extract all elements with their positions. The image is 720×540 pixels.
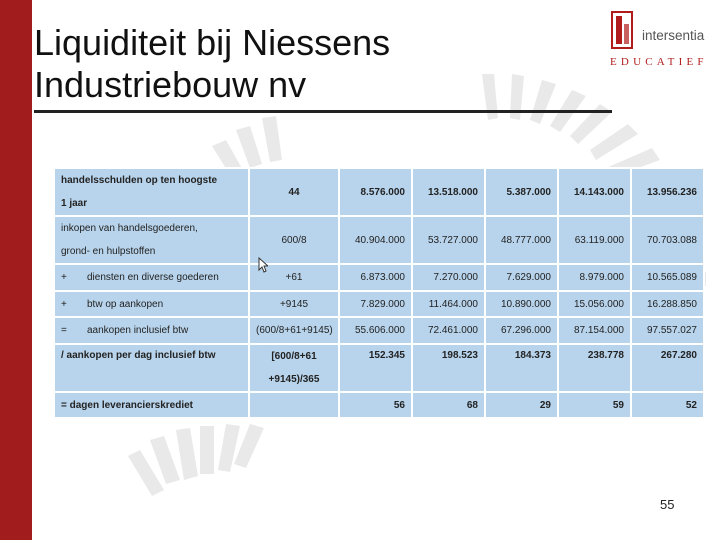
row-code: +61 xyxy=(249,264,339,291)
table-cell: 7.270.000 xyxy=(412,264,485,291)
table-cell: 40.904.000 xyxy=(339,216,412,264)
row-label: handelsschulden op ten hoogste 1 jaar xyxy=(54,168,249,216)
row-label: = aankopen inclusief btw xyxy=(54,317,249,344)
row-label: + btw op aankopen xyxy=(54,291,249,317)
table-cell: 10.565.089 xyxy=(631,264,704,291)
table-cell: 13.956.236 xyxy=(631,168,704,216)
logo-mark-icon xyxy=(610,10,636,50)
table-cell: 16.288.850 xyxy=(631,291,704,317)
table-cell: 6.873.000 xyxy=(339,264,412,291)
table-row xyxy=(54,317,704,344)
row-code: +9145 xyxy=(249,291,339,317)
table-cell: 13.518.000 xyxy=(412,168,485,216)
table-cell: 7.629.000 xyxy=(485,264,558,291)
table-cell: 63.119.000 xyxy=(558,216,631,264)
publisher-logo xyxy=(606,8,714,68)
table-cell: 184.373 xyxy=(485,344,558,392)
table-cell: 5.387.000 xyxy=(485,168,558,216)
table-cell: 53.727.000 xyxy=(412,216,485,264)
table-row xyxy=(54,168,704,216)
table-cell: 87.154.000 xyxy=(558,317,631,344)
table-cell: 10.890.000 xyxy=(485,291,558,317)
row-code: 44 xyxy=(249,168,339,216)
table-cell: 8.979.000 xyxy=(558,264,631,291)
table-cell: 52 xyxy=(631,392,704,418)
mouse-cursor-icon xyxy=(258,257,268,273)
row-label: + diensten en diverse goederen xyxy=(54,264,249,291)
table-cell: 238.778 xyxy=(558,344,631,392)
table-cell: 97.557.027 xyxy=(631,317,704,344)
table-row xyxy=(54,264,704,291)
row-label: / aankopen per dag inclusief btw xyxy=(54,344,249,392)
table-cell: 152.345 xyxy=(339,344,412,392)
table-cell: 15.056.000 xyxy=(558,291,631,317)
table-cell: 55.606.000 xyxy=(339,317,412,344)
logo-subtitle: EDUCATIEF xyxy=(610,56,708,68)
table-cell: 7.829.000 xyxy=(339,291,412,317)
row-operator: + xyxy=(61,298,67,310)
logo-name: intersentia xyxy=(642,28,705,43)
table-cell: 56 xyxy=(339,392,412,418)
row-operator: + xyxy=(61,272,67,283)
liquidity-table xyxy=(53,167,705,419)
page-number: 55 xyxy=(660,497,675,512)
row-operator: = xyxy=(61,325,67,336)
table-cell: 72.461.000 xyxy=(412,317,485,344)
table-cell: 59 xyxy=(558,392,631,418)
table-cell: 198.523 xyxy=(412,344,485,392)
title-underline xyxy=(34,110,612,113)
table-cell: 48.777.000 xyxy=(485,216,558,264)
row-label: = dagen leverancierskrediet xyxy=(54,392,249,418)
slide-title-line-2: Industriebouw nv xyxy=(34,64,307,105)
table-row xyxy=(54,291,704,317)
table-cell: 70.703.088 xyxy=(631,216,704,264)
table-row xyxy=(54,344,704,392)
row-code xyxy=(249,392,339,418)
row-code: [600/8+61 +9145)/365 xyxy=(249,344,339,392)
table-cell: 29 xyxy=(485,392,558,418)
table-cell: 11.464.000 xyxy=(412,291,485,317)
table-cell: 8.576.000 xyxy=(339,168,412,216)
table-cell: 67.296.000 xyxy=(485,317,558,344)
row-label: inkopen van handelsgoederen, grond- en hulpstoffen xyxy=(54,216,249,264)
table-cell: 267.280 xyxy=(631,344,704,392)
table-cell: 14.143.000 xyxy=(558,168,631,216)
table-cell: 68 xyxy=(412,392,485,418)
row-code: (600/8+61+9145) xyxy=(249,317,339,344)
table-row xyxy=(54,392,704,418)
table-row xyxy=(54,216,704,264)
slide-title xyxy=(34,22,390,106)
row-code: 600/8 xyxy=(249,216,339,264)
slide-title-line-1: Liquiditeit bij Niessens xyxy=(34,22,391,63)
